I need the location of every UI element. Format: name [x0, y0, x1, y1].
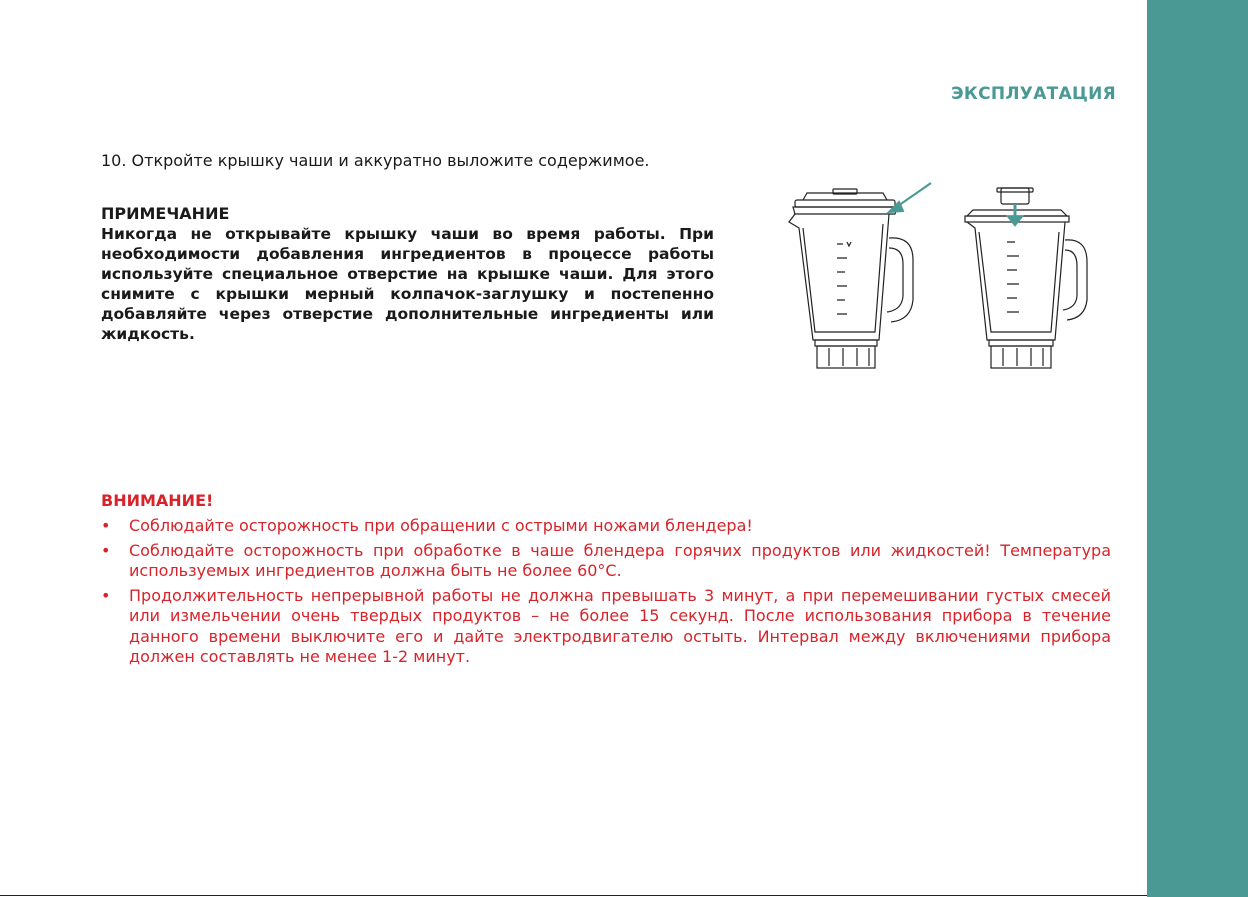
jug-right-lid [967, 210, 1067, 216]
warning-heading: ВНИМАНИЕ! [101, 491, 214, 510]
jug-right-base [991, 346, 1051, 368]
warning-item [101, 586, 1111, 668]
bullet-icon: • [101, 516, 111, 535]
jug-left-lid [795, 200, 895, 207]
section-title: ЭКСПЛУАТАЦИЯ [951, 84, 1116, 104]
bullet-icon: • [101, 585, 111, 605]
jug-left-base [817, 346, 875, 368]
jug-left [789, 189, 913, 368]
blender-jugs-illustration [785, 180, 1095, 375]
side-accent-bar [1147, 0, 1248, 897]
jug-right-body [967, 222, 1065, 340]
warning-list [101, 516, 1111, 672]
step-10-text: 10. Откройте крышку чаши и аккуратно выложите содержимое. [101, 151, 650, 170]
jug-right-measuring-cap [1001, 188, 1029, 204]
note-heading: ПРИМЕЧАНИЕ [101, 204, 230, 223]
bullet-icon: • [101, 540, 111, 560]
warning-item-text: Соблюдайте осторожность при обработке в чаше блендера горячих продуктов или жидкостей! Температура используемых ингредиентов должна быть не более 60°С. [129, 540, 1111, 580]
warning-item-text: Продолжительность непрерывной работы не должна превышать 3 минут, а при перемешивании густых смесей или измельчении очень твердых продуктов – не более 15 секунд. После использования прибора в течение данного времени выключите его и дайте электродвигателю остыть. Интервал между включениями прибора должен составлять не менее 1-2 минут. [129, 585, 1111, 666]
jug-right [965, 188, 1087, 368]
warning-item [101, 516, 1111, 537]
down-arrow-icon [1007, 204, 1023, 226]
warning-item [101, 541, 1111, 582]
jug-left-handle [889, 238, 913, 322]
warning-item-text: Соблюдайте осторожность при обращении с острыми ножами блендера! [129, 516, 753, 535]
bottom-divider [0, 895, 1147, 896]
note-body: Никогда не открывайте крышку чаши во время работы. При необходимости добавления ингредиентов в процессе работы используйте специальное отверстие на крышке чаши. Для этого снимите с крышки мерный колпачок-заглушку и постепенно добавляйте через отверстие дополнительные ингредиенты или жидкость. [101, 225, 714, 343]
lid-arrow-icon [889, 183, 931, 212]
